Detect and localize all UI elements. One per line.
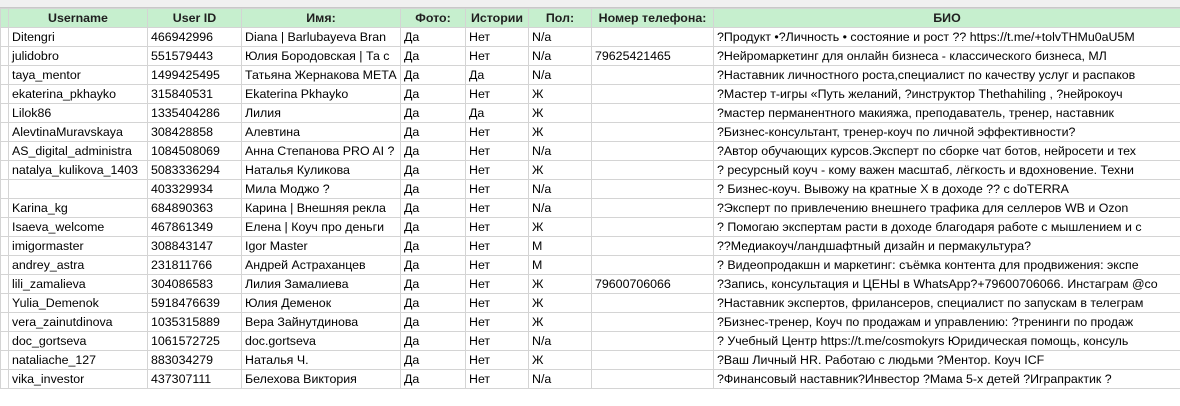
name-cell[interactable]: Анна Степанова PRO AI ? bbox=[242, 142, 401, 161]
gender-cell[interactable]: N/a bbox=[529, 66, 592, 85]
phone-cell[interactable] bbox=[592, 161, 714, 180]
column-letter-strip bbox=[0, 0, 1180, 8]
username-cell[interactable]: Karina_kg bbox=[9, 199, 148, 218]
table-row bbox=[1, 28, 1180, 47]
row-gutter-cell[interactable] bbox=[1, 256, 9, 275]
name-cell[interactable]: Карина | Внешняя рекла bbox=[242, 199, 401, 218]
table-row bbox=[1, 142, 1180, 161]
photo-cell[interactable]: Да bbox=[401, 294, 466, 313]
gender-cell[interactable]: Ж bbox=[529, 218, 592, 237]
stories-cell[interactable]: Нет bbox=[466, 237, 529, 256]
bio-cell[interactable]: ? ресурсный коуч - кому важен масштаб, лёгкость и вдохновение. Техни bbox=[714, 161, 1180, 180]
username-cell[interactable]: vera_zainutdinova bbox=[9, 313, 148, 332]
gender-cell[interactable]: Ж bbox=[529, 123, 592, 142]
name-cell[interactable]: Татьяна Жернакова МЕТА bbox=[242, 66, 401, 85]
user-id-cell[interactable]: 1061572725 bbox=[148, 332, 242, 351]
stories-cell[interactable]: Нет bbox=[466, 180, 529, 199]
photo-cell[interactable]: Да bbox=[401, 123, 466, 142]
bio-cell[interactable]: ?Ваш Личный HR. Работаю с людьми ?Ментор. Коуч ICF bbox=[714, 351, 1180, 370]
username-cell[interactable]: Lilok86 bbox=[9, 104, 148, 123]
table-row bbox=[1, 161, 1180, 180]
user-id-cell[interactable]: 304086583 bbox=[148, 275, 242, 294]
phone-cell[interactable] bbox=[592, 332, 714, 351]
stories-cell[interactable]: Нет bbox=[466, 199, 529, 218]
phone-cell[interactable] bbox=[592, 66, 714, 85]
username-cell[interactable]: lili_zamalieva bbox=[9, 275, 148, 294]
name-cell[interactable]: Лилия Замалиева bbox=[242, 275, 401, 294]
row-gutter-cell[interactable] bbox=[1, 351, 9, 370]
phone-cell[interactable] bbox=[592, 104, 714, 123]
phone-cell[interactable] bbox=[592, 237, 714, 256]
stories-cell[interactable]: Да bbox=[466, 104, 529, 123]
stories-cell[interactable]: Нет bbox=[466, 351, 529, 370]
phone-cell[interactable] bbox=[592, 294, 714, 313]
table-row bbox=[1, 199, 1180, 218]
phone-cell[interactable] bbox=[592, 199, 714, 218]
row-gutter-cell[interactable] bbox=[1, 180, 9, 199]
table-row bbox=[1, 256, 1180, 275]
bio-cell[interactable]: ?Эксперт по привлечению внешнего трафика для селлеров WB и Ozon bbox=[714, 199, 1180, 218]
bio-cell[interactable]: ??Медиакоуч/ландшафтный дизайн и пермакультура? bbox=[714, 237, 1180, 256]
user-id-cell[interactable]: 883034279 bbox=[148, 351, 242, 370]
user-id-cell[interactable]: 1084508069 bbox=[148, 142, 242, 161]
bio-cell[interactable]: ?Финансовый наставник?Инвестор ?Мама 5-х детей ?Играпрактик ? bbox=[714, 370, 1180, 389]
username-cell[interactable]: AlevtinaMuravskaya bbox=[9, 123, 148, 142]
name-cell[interactable]: Лилия bbox=[242, 104, 401, 123]
row-gutter-cell[interactable] bbox=[1, 66, 9, 85]
stories-cell[interactable]: Нет bbox=[466, 161, 529, 180]
stories-cell[interactable]: Нет bbox=[466, 28, 529, 47]
user-id-cell[interactable]: 467861349 bbox=[148, 218, 242, 237]
row-gutter-cell[interactable] bbox=[1, 123, 9, 142]
name-cell[interactable]: Андрей Астраханцев bbox=[242, 256, 401, 275]
bio-cell[interactable]: ?Мастер т-игры «Путь желаний, ?инструктор Thethahiling , ?нейрокоуч bbox=[714, 85, 1180, 104]
gender-cell[interactable]: Ж bbox=[529, 85, 592, 104]
photo-cell[interactable]: Да bbox=[401, 275, 466, 294]
header-gender[interactable]: Пол: bbox=[529, 9, 592, 28]
table-row bbox=[1, 275, 1180, 294]
gender-cell[interactable]: N/a bbox=[529, 47, 592, 66]
gender-cell[interactable]: N/a bbox=[529, 28, 592, 47]
photo-cell[interactable]: Да bbox=[401, 180, 466, 199]
stories-cell[interactable]: Нет bbox=[466, 275, 529, 294]
stories-cell[interactable]: Нет bbox=[466, 256, 529, 275]
user-id-cell[interactable]: 1335404286 bbox=[148, 104, 242, 123]
bio-cell[interactable]: ? Помогаю экспертам расти в доходе благодаря работе с мышлением и с bbox=[714, 218, 1180, 237]
row-gutter-cell[interactable] bbox=[1, 199, 9, 218]
row-gutter-cell[interactable] bbox=[1, 47, 9, 66]
name-cell[interactable]: Наталья Куликова bbox=[242, 161, 401, 180]
user-id-cell[interactable]: 5918476639 bbox=[148, 294, 242, 313]
bio-cell[interactable]: ?Продукт •?Личность • состояние и рост ?? https://t.me/+tolvTHMu0aU5M bbox=[714, 28, 1180, 47]
gender-cell[interactable]: М bbox=[529, 237, 592, 256]
user-id-cell[interactable]: 437307111 bbox=[148, 370, 242, 389]
photo-cell[interactable]: Да bbox=[401, 199, 466, 218]
phone-cell[interactable] bbox=[592, 28, 714, 47]
name-cell[interactable]: Diana | Barlubayeva Bran bbox=[242, 28, 401, 47]
phone-cell[interactable] bbox=[592, 313, 714, 332]
username-cell[interactable]: Isaeva_welcome bbox=[9, 218, 148, 237]
table-row bbox=[1, 351, 1180, 370]
phone-cell[interactable] bbox=[592, 123, 714, 142]
stories-cell[interactable]: Да bbox=[466, 66, 529, 85]
table-row bbox=[1, 313, 1180, 332]
bio-cell[interactable]: ? Бизнес-коуч. Вывожу на кратные Х в доходе ?? с doTERRA bbox=[714, 180, 1180, 199]
table-row bbox=[1, 85, 1180, 104]
stories-cell[interactable]: Нет bbox=[466, 370, 529, 389]
user-id-cell[interactable]: 403329934 bbox=[148, 180, 242, 199]
table-row bbox=[1, 332, 1180, 351]
photo-cell[interactable]: Да bbox=[401, 351, 466, 370]
phone-cell[interactable] bbox=[592, 256, 714, 275]
bio-cell[interactable]: ? Учебный Центр https://t.me/cosmokyrs Юридическая помощь, консуль bbox=[714, 332, 1180, 351]
stories-cell[interactable]: Нет bbox=[466, 142, 529, 161]
name-cell[interactable]: Юлия Бородовская | Та с bbox=[242, 47, 401, 66]
user-id-cell[interactable]: 551579443 bbox=[148, 47, 242, 66]
username-cell[interactable]: vika_investor bbox=[9, 370, 148, 389]
phone-cell[interactable] bbox=[592, 351, 714, 370]
row-gutter-cell[interactable] bbox=[1, 313, 9, 332]
user-id-cell[interactable]: 231811766 bbox=[148, 256, 242, 275]
photo-cell[interactable]: Да bbox=[401, 66, 466, 85]
row-gutter-cell[interactable] bbox=[1, 161, 9, 180]
username-cell[interactable] bbox=[9, 180, 148, 199]
name-cell[interactable]: Елена | Коуч про деньги bbox=[242, 218, 401, 237]
gender-cell[interactable]: Ж bbox=[529, 351, 592, 370]
phone-cell[interactable]: 79625421465 bbox=[592, 47, 714, 66]
gender-cell[interactable]: Ж bbox=[529, 313, 592, 332]
user-id-cell[interactable]: 308843147 bbox=[148, 237, 242, 256]
gender-cell[interactable]: М bbox=[529, 256, 592, 275]
row-gutter-cell[interactable] bbox=[1, 370, 9, 389]
row-gutter-cell[interactable] bbox=[1, 275, 9, 294]
gender-cell[interactable]: N/a bbox=[529, 180, 592, 199]
name-cell[interactable]: Юлия Деменок bbox=[242, 294, 401, 313]
stories-cell[interactable]: Нет bbox=[466, 294, 529, 313]
photo-cell[interactable]: Да bbox=[401, 28, 466, 47]
bio-cell[interactable]: ?мастер перманентного макияжа, преподаватель, тренер, наставник bbox=[714, 104, 1180, 123]
user-id-cell[interactable]: 308428858 bbox=[148, 123, 242, 142]
gender-cell[interactable]: Ж bbox=[529, 104, 592, 123]
username-cell[interactable]: julidobro bbox=[9, 47, 148, 66]
table-body bbox=[1, 28, 1180, 389]
header-stories[interactable]: Истории bbox=[466, 9, 529, 28]
phone-cell[interactable] bbox=[592, 85, 714, 104]
user-id-cell[interactable]: 1499425495 bbox=[148, 66, 242, 85]
stories-cell[interactable]: Нет bbox=[466, 332, 529, 351]
user-id-cell[interactable]: 5083336294 bbox=[148, 161, 242, 180]
bio-cell[interactable]: ?Наставник личностного роста,специалист по качеству услуг и распаков bbox=[714, 66, 1180, 85]
header-row bbox=[1, 9, 1180, 28]
username-cell[interactable]: imigormaster bbox=[9, 237, 148, 256]
phone-cell[interactable] bbox=[592, 370, 714, 389]
row-gutter-cell[interactable] bbox=[1, 85, 9, 104]
photo-cell[interactable]: Да bbox=[401, 47, 466, 66]
username-cell[interactable]: AS_digital_administra bbox=[9, 142, 148, 161]
phone-cell[interactable] bbox=[592, 218, 714, 237]
gender-cell[interactable]: Ж bbox=[529, 275, 592, 294]
name-cell[interactable]: Ekaterina Pkhayko bbox=[242, 85, 401, 104]
name-cell[interactable]: Вера Зайнутдинова bbox=[242, 313, 401, 332]
bio-cell[interactable]: ?Бизнес-тренер, Коуч по продажам и управлению: ?тренинги по продаж bbox=[714, 313, 1180, 332]
row-gutter-cell[interactable] bbox=[1, 104, 9, 123]
phone-cell[interactable] bbox=[592, 180, 714, 199]
bio-cell[interactable]: ?Запись, консультация и ЦЕНЫ в WhatsApp?+79600706066. Инстаграм @co bbox=[714, 275, 1180, 294]
user-id-cell[interactable]: 684890363 bbox=[148, 199, 242, 218]
name-cell[interactable]: Алевтина bbox=[242, 123, 401, 142]
photo-cell[interactable]: Да bbox=[401, 161, 466, 180]
name-cell[interactable]: Белехова Виктория bbox=[242, 370, 401, 389]
name-cell[interactable]: doc.gortseva bbox=[242, 332, 401, 351]
name-cell[interactable]: Igor Master bbox=[242, 237, 401, 256]
photo-cell[interactable]: Да bbox=[401, 218, 466, 237]
stories-cell[interactable]: Нет bbox=[466, 313, 529, 332]
gender-cell[interactable]: N/a bbox=[529, 370, 592, 389]
photo-cell[interactable]: Да bbox=[401, 85, 466, 104]
row-gutter-cell[interactable] bbox=[1, 294, 9, 313]
photo-cell[interactable]: Да bbox=[401, 104, 466, 123]
user-id-cell[interactable]: 315840531 bbox=[148, 85, 242, 104]
gender-cell[interactable]: N/a bbox=[529, 142, 592, 161]
phone-cell[interactable] bbox=[592, 142, 714, 161]
bio-cell[interactable]: ?Автор обучающих курсов.Эксперт по сборке чат ботов, нейросети и тех bbox=[714, 142, 1180, 161]
bio-cell[interactable]: ?Бизнес-консультант, тренер-коуч по личной эффективности? bbox=[714, 123, 1180, 142]
table-row bbox=[1, 180, 1180, 199]
bio-cell[interactable]: ?Наставник экспертов, фрилансеров, специалист по запускам в телеграм bbox=[714, 294, 1180, 313]
user-id-cell[interactable]: 466942996 bbox=[148, 28, 242, 47]
stories-cell[interactable]: Нет bbox=[466, 123, 529, 142]
stories-cell[interactable]: Нет bbox=[466, 47, 529, 66]
username-cell[interactable]: doc_gortseva bbox=[9, 332, 148, 351]
row-gutter-cell[interactable] bbox=[1, 218, 9, 237]
table-row bbox=[1, 104, 1180, 123]
table-row bbox=[1, 66, 1180, 85]
phone-cell[interactable]: 79600706066 bbox=[592, 275, 714, 294]
username-cell[interactable]: taya_mentor bbox=[9, 66, 148, 85]
photo-cell[interactable]: Да bbox=[401, 142, 466, 161]
username-cell[interactable]: ekaterina_pkhayko bbox=[9, 85, 148, 104]
stories-cell[interactable]: Нет bbox=[466, 85, 529, 104]
bio-cell[interactable]: ?Нейромаркетинг для онлайн бизнеса - классического бизнеса, МЛ bbox=[714, 47, 1180, 66]
stories-cell[interactable]: Нет bbox=[466, 218, 529, 237]
table-row bbox=[1, 370, 1180, 389]
header-user-id[interactable]: User ID bbox=[148, 9, 242, 28]
table-row bbox=[1, 123, 1180, 142]
username-cell[interactable]: nataliache_127 bbox=[9, 351, 148, 370]
username-cell[interactable]: natalya_kulikova_1403 bbox=[9, 161, 148, 180]
username-cell[interactable]: Yulia_Demenok bbox=[9, 294, 148, 313]
header-bio[interactable]: БИО bbox=[714, 9, 1180, 28]
username-cell[interactable]: Ditengri bbox=[9, 28, 148, 47]
name-cell[interactable]: Наталья Ч. bbox=[242, 351, 401, 370]
photo-cell[interactable]: Да bbox=[401, 256, 466, 275]
gender-cell[interactable]: N/a bbox=[529, 332, 592, 351]
row-gutter-cell[interactable] bbox=[1, 142, 9, 161]
header-photo[interactable]: Фото: bbox=[401, 9, 466, 28]
table-row bbox=[1, 237, 1180, 256]
user-id-cell[interactable]: 1035315889 bbox=[148, 313, 242, 332]
username-cell[interactable]: andrey_astra bbox=[9, 256, 148, 275]
row-header-corner[interactable] bbox=[1, 9, 9, 28]
photo-cell[interactable]: Да bbox=[401, 332, 466, 351]
header-name[interactable]: Имя: bbox=[242, 9, 401, 28]
row-gutter-cell[interactable] bbox=[1, 237, 9, 256]
gender-cell[interactable]: Ж bbox=[529, 161, 592, 180]
header-username[interactable]: Username bbox=[9, 9, 148, 28]
gender-cell[interactable]: Ж bbox=[529, 294, 592, 313]
data-table bbox=[0, 8, 1180, 389]
table-row bbox=[1, 294, 1180, 313]
row-gutter-cell[interactable] bbox=[1, 28, 9, 47]
row-gutter-cell[interactable] bbox=[1, 332, 9, 351]
photo-cell[interactable]: Да bbox=[401, 237, 466, 256]
table-row bbox=[1, 47, 1180, 66]
name-cell[interactable]: Мила Моджо ? bbox=[242, 180, 401, 199]
photo-cell[interactable]: Да bbox=[401, 370, 466, 389]
gender-cell[interactable]: N/a bbox=[529, 199, 592, 218]
bio-cell[interactable]: ? Видеопродакшн и маркетинг: съёмка контента для продвижения: экспе bbox=[714, 256, 1180, 275]
table-row bbox=[1, 218, 1180, 237]
photo-cell[interactable]: Да bbox=[401, 313, 466, 332]
header-phone[interactable]: Номер телефона: bbox=[592, 9, 714, 28]
